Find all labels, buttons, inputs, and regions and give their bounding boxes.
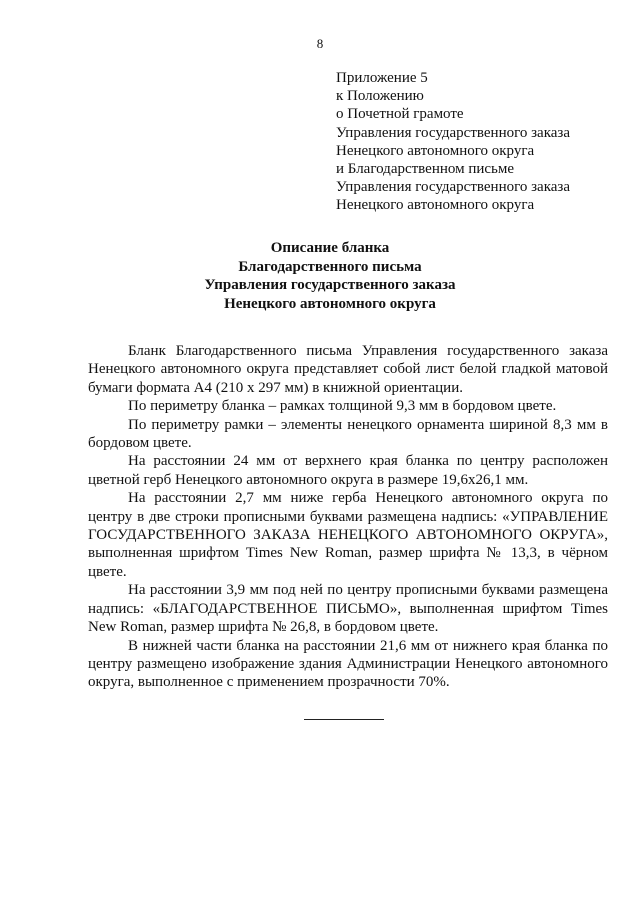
appendix-line: Приложение 5 [336,70,428,86]
title-line: Описание бланка [270,240,390,256]
paragraph: На расстоянии 3,9 мм под ней по центру прописными буквами размещена надпись: «БЛАГОДАРСТВЕННОЕ ПИСЬМО», выполненная шрифтом Times New Roman, размер шрифта № 26,8, в бордовом цвете. [88,582,608,636]
paragraph: Бланк Благодарственного письма Управления государственного заказа Ненецкого автономного округа представляет собой лист белой гладкой матовой бумаги формата А4 (210 х 297 мм) в книжной ориентации. [88,343,608,396]
page-number: 8 [316,36,324,51]
appendix-line: о Почетной грамоте [336,106,464,123]
paragraph: По периметру рамки – элементы ненецкого орнамента шириной 8,3 мм в бордовом цвете. [88,416,608,452]
paragraph: В нижней части бланка на расстоянии 21,6 мм от нижнего края бланка по центру размещено изображение здания Администрации Ненецкого автономного округа, выполненное с применением прозрачности 70%. [88,637,608,691]
appendix-reference [336,69,570,215]
title-line: Ненецкого автономного округа [224,295,436,312]
end-divider-line [304,719,384,720]
paragraph: На расстоянии 2,7 мм ниже герба Ненецкого автономного округа по центру в две строки прописными буквами размещена надпись: «УПРАВЛЕНИЕ ГОСУДАРСТВЕННОГО ЗАКАЗА НЕНЕЦКОГО АВТОНОМНОГО ОКРУГА», выполненная шрифтом Times New Roman, размер шрифта № 13,3, в чёрном цвете. [88,490,608,580]
paragraph: На расстоянии 24 мм от верхнего края бланка по центру расположен цветной герб Ненецкого автономного округа в размере 19,6х26,1 мм. [88,453,608,488]
appendix-line: и Благодарственном письме [336,161,515,178]
document-body [88,342,608,692]
document-title [0,239,640,313]
appendix-line: Управления государственного заказа [336,179,571,196]
paragraph: По периметру бланка – рамках толщиной 9,3 мм в бордовом цвете. [128,398,557,415]
title-line: Управления государственного заказа [204,277,456,293]
appendix-line: к Положению [336,88,424,105]
title-line: Благодарственного письма [238,258,422,275]
appendix-line: Управления государственного заказа [336,124,571,141]
appendix-line: Ненецкого автономного округа [336,142,535,159]
appendix-line: Ненецкого автономного округа [336,197,535,214]
